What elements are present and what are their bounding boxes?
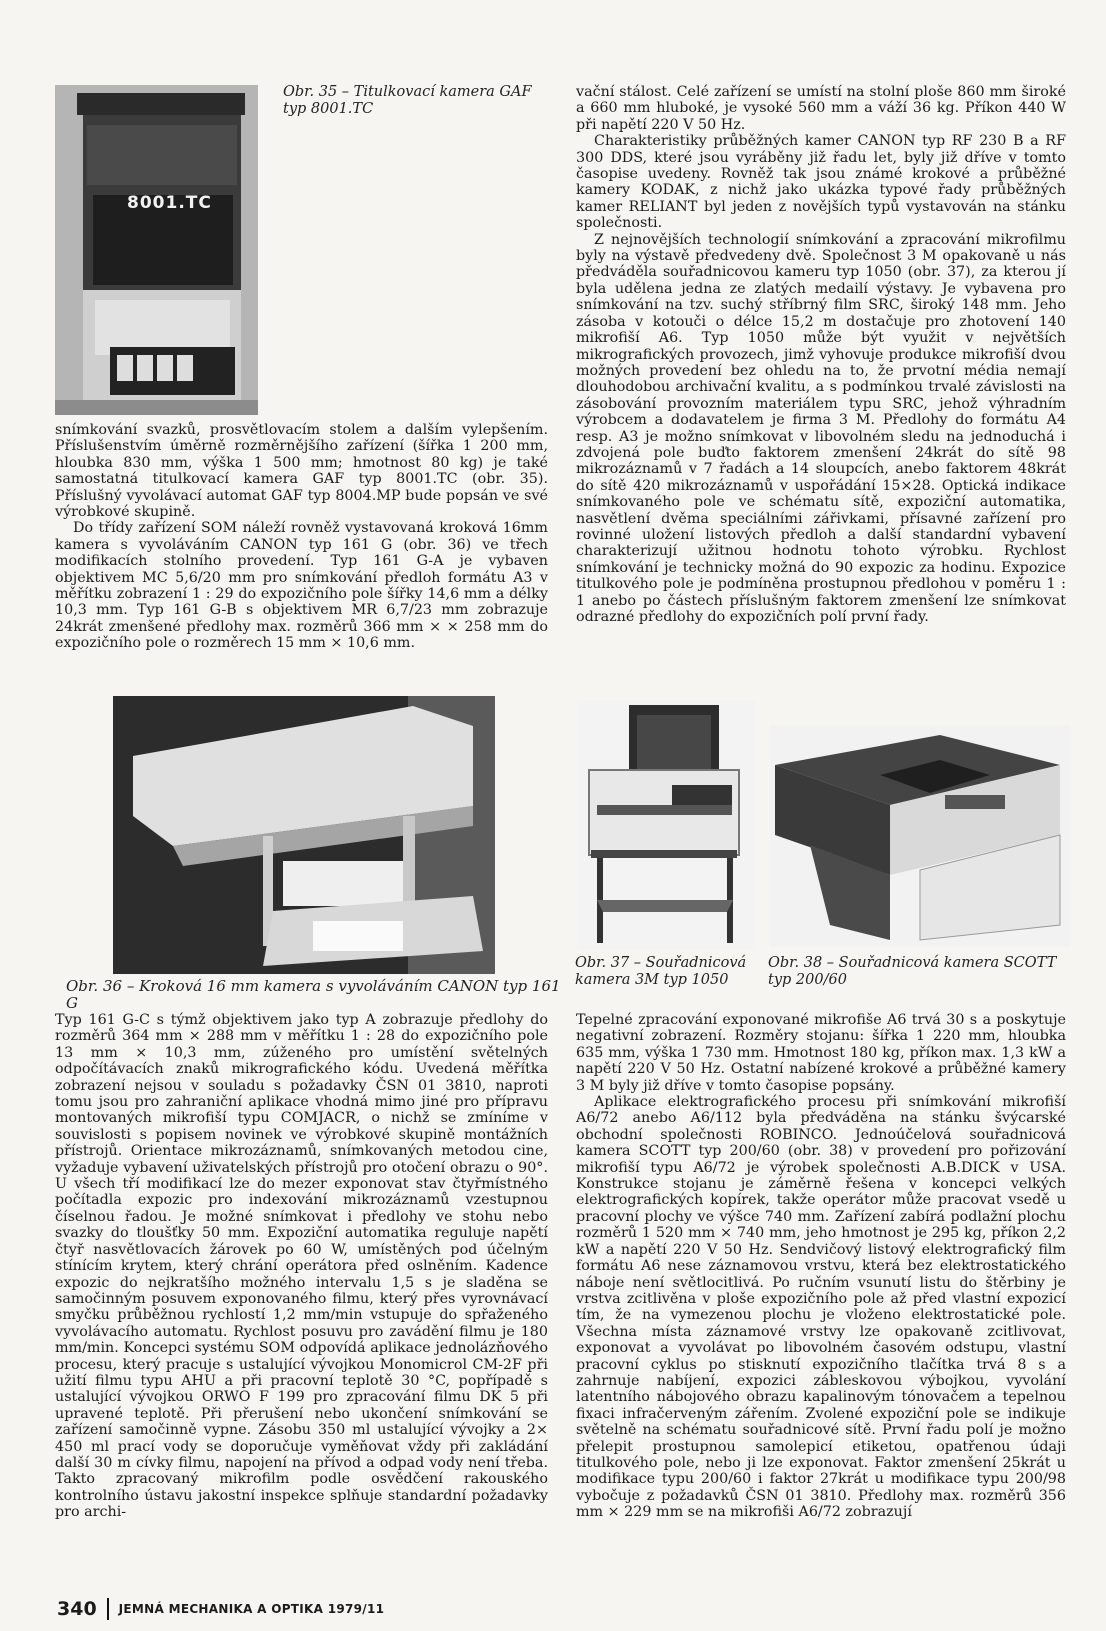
paragraph: vační stálost. Celé zařízení se umístí na stolní ploše 860 mm široké a 660 mm hluboké, je vysoké 560 mm a váží 36 kg. Příkon 440 W při napětí 220 V 50 Hz. <box>576 84 1066 133</box>
photo-label-8001tc: 8001.TC <box>127 193 212 213</box>
paragraph: Charakteristiky průběžných kamer CANON typ RF 230 B a RF 300 DDS, které jsou vyráběny již řadu let, byly již dříve v tomto časopise uvedeny. Rovněž tak jsou známé krokové a průběžné kamery KODAK, z nichž jako ukázka typové řady průběžných kamer RELIANT byl jeden z novějších typů vystavován na stánku společnosti. <box>576 133 1066 232</box>
paragraph: Z nejnovějších technologií snímkování a zpracování mikrofilmu byly na výstavě předvedeny dvě. Společnost 3 M opakovaně u nás předváděla souřadnicovou kameru typ 1050 (obr. 37), za kterou jí byla udělena jedna ze zlatých medailí výstavy. Je vybavena pro snímkování na tzv. suchý stříbrný film SRC, široký 148 mm. Jeho zásoba v kotouči o délce 15,2 m dostačuje pro zhotovení 140 mikrofiší A6. Typ 1050 může být využit v největších mikrografických provozech, jimž vyhovuje produkce mikrofiší dvou možných provedení bez ohledu na to, že prvotní média nemají dlouhodobou archivační kvalitu, a s podmínkou trvalé závislosti na zásobování provozním materiálem typu SRC, jehož výhradním výrobcem a dodavatelem je firma 3 M. Předlohy do formátu A4 resp. A3 je možno snímkovat v libovolném sledu na jednoduchá i zdvojená pole buďto faktorem zmenšení 24krát do sítě 98 mikrozáznamů v 7 řadách a 14 sloupcích, anebo faktorem 48krát do sítě 420 mikrozáznamů v uspořádání 15×28. Optická indikace snímkovaného pole ve schématu sítě, expoziční automatika, nasvětlení dvěma speciálními zářivkami, přísavné zařízení pro rovinné uložení listových předloh a další standardní vybavení charakterizují užitnou hodnotu tohoto výrobku. Rychlost snímkování je technicky možná do 90 expozic za hodinu. Expozice titulkového pole je podmíněna prostupnou předlohou v poměru 1 : 1 anebo po částech příslušným faktorem zmenšení lze snímkovat odrazné předlohy do expozičních polí první řady. <box>576 231 1066 625</box>
journal-title: JEMNÁ MECHANIKA A OPTIKA 1979/11 <box>118 1602 385 1616</box>
figure-37-caption: Obr. 37 – Souřadnicová kamera 3M typ 1050 <box>575 955 747 988</box>
paragraph: Typ 161 G-C s týmž objektivem jako typ A zobrazuje předlohy do rozměrů 364 mm × 288 mm v měřítku 1 : 28 do expozičního pole 13 mm × 10,3 mm, zúženého pro umístění světelných odpočítávacích znaků mikrografického kódu. Uvedená měřítka zobrazení nejsou v souladu s požadavky ČSN 01 3810, naproti tomu jsou pro zahraniční aplikace vhodná mimo jiné pro přípravu montovaných mikrofiší typu COMJACR, o nichž se zmíníme v souvislosti s popisem novinek ve výrobkové skupině montážních přístrojů. Orientace mikrozáznamů, snímkovaných metodou cine, vyžaduje vybavení uživatelských přístrojů pro otočení obrazu o 90°. U všech tří modifikací lze do mezer exponovat stav čtyřmístného počítadla expozic pro indexování mikrozáznamů vzestupnou číselnou řadou. Je možné snímkovat i předlohy ve stohu nebo svazky do tloušťky 50 mm. Expoziční automatika reguluje napětí čtyř nasvětlovacích žárovek po 60 W, umístěných pod účelným stínícím krytem, který chrání operátora před oslněním. Kadence expozic do nejkratšího možného intervalu 1,5 s je sladěna se samočinným posuvem exponovaného filmu, který přes vyrovnávací smyčku průběžnou rychlostí 1,2 mm/min vstupuje do spřaženého vyvolávacího automatu. Rychlost posuvu pro zavádění filmu je 180 mm/min. Koncepci systému SOM odpovídá aplikace jednolázňového procesu, který pracuje s ustalující vývojkou Monomicrol CM-2F při užití filmu typu AHU a při pracovní teplotě 30 °C, popřípadě s ustalující vývojkou ORWO F 199 pro zpracování filmu DK 5 při upravené teplotě. Při přerušení nebo ukončení snímkování se zařízení samočinně vypne. Zásobu 350 ml ustalující vývojky a 2× 450 ml prací vody se doporučuje vyměňovat vždy při zakládání další 30 m cívky filmu, napojení na přívod a odpad vody není třeba. Takto zpracovaný mikrofilm podle osvědčení rakouského kontrolního ústavu jakostní inspekce splňuje standardní požadavky pro archi- <box>55 1012 548 1521</box>
figure-35-photo <box>55 85 258 415</box>
figure-38-photo <box>770 725 1070 947</box>
footer-divider <box>107 1598 109 1620</box>
left-column-bottom <box>55 1012 548 1521</box>
paragraph: Aplikace elektrografického procesu při snímkování mikrofiší A6/72 anebo A6/112 byla předváděna na stánku švýcarské obchodní společnosti ROBINCO. Jednoúčelová souřadnicová kamera SCOTT typ 200/60 (obr. 38) v provedení pro pořizování mikrofiší typu A6/72 je výrobek společnosti A.B.DICK v USA. Konstrukce stojanu je záměrně řešena v koncepci velkých elektrografických kopírek, takže operátor může pracovat vsedě u pracovní plochy ve výšce 740 mm. Zařízení zabírá podlažní plochu rozměrů 1 520 mm × 740 mm, jeho hmotnost je 295 kg, příkon 2,2 kW a napětí 220 V 50 Hz. Sendvičový listový elektrografický film formátu A6 nese záznamovou vrstvu, která bez elektrostatického náboje není světlocitlivá. Po ručním vsunutí listu do štěrbiny je vrstva zcitlivěna v ploše expozičního pole až před vlastní expozicí tím, že na vymezenou plochu je vloženo elektrostatické pole. Všechna místa záznamové vrstvy lze opakovaně zcitlivovat, exponovat a vyvolávat po libovolném časovém odstupu, vlastní pracovní cyklus po stisknutí expozičního tlačítka trvá 8 s a zahrnuje nabíjení, expozici zábleskovou výbojkou, vyvolání latentního nábojového obrazu kapalinovým tónovačem a tepelnou fixaci infračerveným zářením. Zvolené expoziční pole se indikuje světelně na schématu souřadnicové sítě. První řadu polí je možno přelepit prostupnou samolepicí etiketou, opatřenou údaji titulkového pole, nebo ji lze exponovat. Faktor zmenšení 25krát u modifikace typu 200/60 i faktor 27krát u modifikace typu 200/98 vybočuje z požadavků ČSN 01 3810. Předlohy max. rozměrů 356 mm × 229 mm se na mikrofiši A6/72 zobrazují <box>576 1094 1066 1521</box>
paragraph: Tepelné zpracování exponované mikrofiše A6 trvá 30 s a poskytuje negativní zobrazení. Rozměry stojanu: šířka 1 220 mm, hloubka 635 mm, výška 1 730 mm. Hmotnost 180 kg, příkon max. 1,3 kW a napětí 220 V 50 Hz. Ostatní nabízené krokové a průběžné kamery 3 M byly již dříve v tomto časopise popsány. <box>576 1012 1066 1094</box>
left-column-top <box>55 422 548 652</box>
figure-36-photo <box>113 696 495 974</box>
paragraph: Do třídy zařízení SOM náleží rovněž vystavovaná kroková 16mm kamera s vyvoláváním CANON typ 161 G (obr. 36) ve třech modifikacích stolního provedení. Typ 161 G-A je vybaven objektivem MC 5,6/20 mm pro snímkování předloh formátu A3 v měřítku zobrazení 1 : 29 do expozičního pole šířky 14,6 mm a délky 10,3 mm. Typ 161 G-B s objektivem MR 6,7/23 mm zobrazuje 24krát zmenšené předlohy max. rozměrů 366 mm × × 258 mm do expozičního pole o rozměrech 15 mm × 10,6 mm. <box>55 520 548 652</box>
figure-37-photo <box>577 700 755 950</box>
page-number: 340 <box>57 1598 97 1620</box>
figure-38-caption: Obr. 38 – Souřadnicová kamera SCOTT typ 200/60 <box>768 955 1057 988</box>
figure-36-caption: Obr. 36 – Kroková 16 mm kamera s vyvoláváním CANON typ 161 G <box>66 977 561 1012</box>
right-column-bottom <box>576 1012 1066 1521</box>
page-footer <box>57 1597 384 1621</box>
figure-35-caption: Obr. 35 – Titulkovací kamera GAF typ 8001.TC <box>283 84 532 117</box>
paragraph: snímkování svazků, prosvětlovacím stolem a dalším vylepšením. Příslušenstvím úměrně rozměrnějšího zařízení (šířka 1 200 mm, hloubka 830 mm, výška 1 500 mm; hmotnost 80 kg) je také samostatná titulkovací kamera GAF typ 8001.TC (obr. 35). Příslušný vyvolávací automat GAF typ 8004.MP bude popsán ve své výrobkové skupině. <box>55 422 548 521</box>
right-column-top <box>576 84 1066 625</box>
